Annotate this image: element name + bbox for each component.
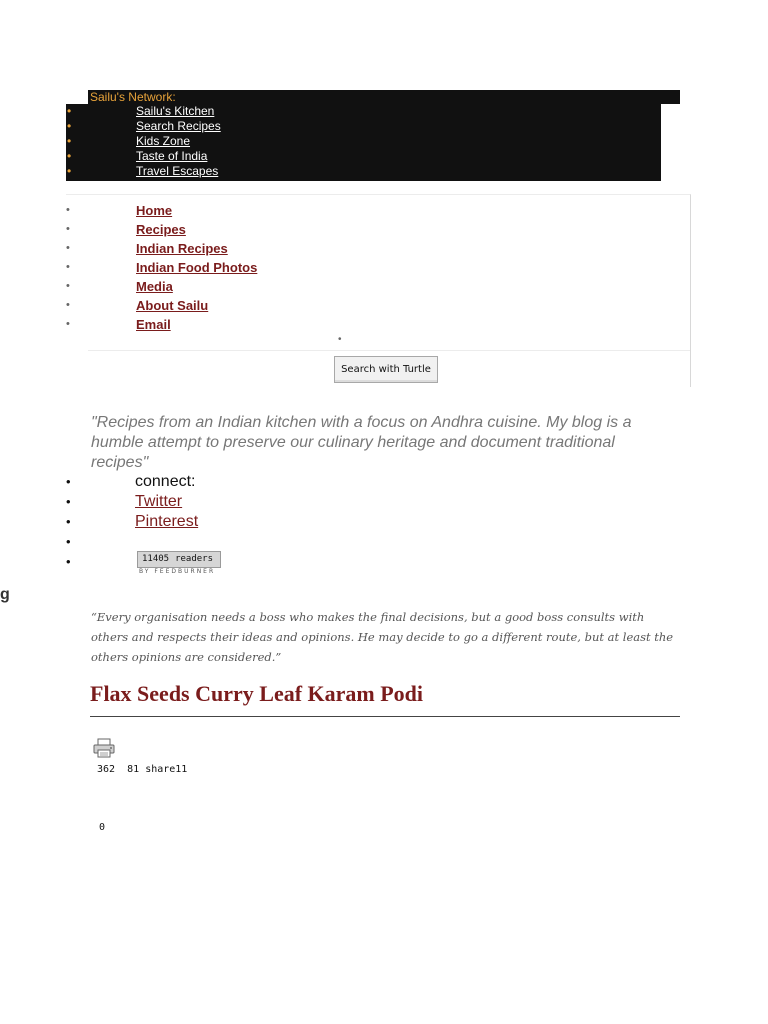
network-item bbox=[66, 119, 661, 134]
network-item bbox=[66, 104, 661, 119]
bullet-icon: • bbox=[67, 134, 72, 148]
quote-text: “Every organisation needs a boss who makes the final decisions, but a good boss consults with others and respects their ideas and opinions. He may decide to go a different route, but at least the others opinions are considered.” bbox=[91, 610, 674, 664]
network-item bbox=[66, 149, 661, 164]
twitter-link[interactable]: Twitter bbox=[135, 493, 183, 510]
bullet-icon: • bbox=[66, 223, 70, 235]
bullet-icon: • bbox=[338, 334, 342, 345]
nav-link-indian-recipes[interactable]: Indian Recipes bbox=[136, 241, 228, 256]
nav-link-about-sailu[interactable]: About Sailu bbox=[136, 298, 209, 313]
network-link-search-recipes[interactable]: Search Recipes bbox=[136, 119, 221, 133]
bullet-icon: • bbox=[66, 242, 70, 254]
bullet-icon: • bbox=[67, 104, 72, 118]
nav-link-email[interactable]: Email bbox=[136, 317, 171, 332]
nav-link-recipes[interactable]: Recipes bbox=[136, 222, 186, 237]
pinterest-link[interactable]: Pinterest bbox=[135, 513, 199, 530]
readers-count-box bbox=[137, 551, 221, 568]
edge-text-fragment: g bbox=[0, 586, 10, 603]
share-label[interactable]: share11 bbox=[145, 764, 188, 775]
title-divider bbox=[90, 716, 680, 717]
network-item bbox=[66, 164, 661, 179]
divider bbox=[88, 350, 690, 351]
bullet-icon: • bbox=[66, 280, 70, 292]
network-link-kids-zone[interactable]: Kids Zone bbox=[136, 134, 191, 148]
connect-label: connect: bbox=[135, 473, 196, 490]
feedburner-readers-badge[interactable] bbox=[137, 551, 221, 575]
network-link-travel-escapes[interactable]: Travel Escapes bbox=[136, 164, 219, 178]
network-menu bbox=[66, 104, 661, 181]
bullet-icon: • bbox=[66, 554, 71, 569]
bullet-icon: • bbox=[66, 204, 70, 216]
share-count-b: 81 bbox=[127, 764, 140, 775]
network-title: Sailu's Network: bbox=[88, 90, 680, 104]
network-link-sailus-kitchen[interactable]: Sailu's Kitchen bbox=[136, 104, 215, 118]
nav-link-indian-food-photos[interactable]: Indian Food Photos bbox=[136, 260, 258, 275]
bullet-icon: • bbox=[66, 299, 70, 311]
readers-by-label: BY FEEDBURNER bbox=[139, 568, 216, 575]
network-link-taste-of-india[interactable]: Taste of India bbox=[136, 149, 208, 163]
share-count-a: 362 bbox=[97, 764, 116, 775]
bullet-icon: • bbox=[66, 534, 71, 549]
search-button[interactable]: Search with Turtle bbox=[334, 356, 438, 383]
zero-count: 0 bbox=[99, 822, 106, 833]
readers-count: 11405 bbox=[142, 554, 170, 564]
bullet-icon: • bbox=[67, 119, 72, 133]
site-tagline: "Recipes from an Indian kitchen with a focus on Andhra cuisine. My blog is a humble attempt to preserve our culinary heritage and document traditional recipes" bbox=[91, 414, 632, 471]
share-counts bbox=[97, 764, 187, 775]
bullet-icon: • bbox=[67, 149, 72, 163]
bullet-icon: • bbox=[66, 514, 71, 529]
network-item bbox=[66, 134, 661, 149]
printer-icon[interactable] bbox=[92, 738, 116, 758]
bullet-icon: • bbox=[66, 261, 70, 273]
nav-link-home[interactable]: Home bbox=[136, 203, 173, 218]
nav-link-media[interactable]: Media bbox=[136, 279, 173, 294]
bullet-icon: • bbox=[66, 494, 71, 509]
post-title[interactable]: Flax Seeds Curry Leaf Karam Podi bbox=[90, 681, 424, 706]
bullet-icon: • bbox=[67, 164, 72, 178]
bullet-icon: • bbox=[66, 318, 70, 330]
bullet-icon: • bbox=[66, 474, 71, 489]
readers-label: readers bbox=[175, 554, 214, 564]
